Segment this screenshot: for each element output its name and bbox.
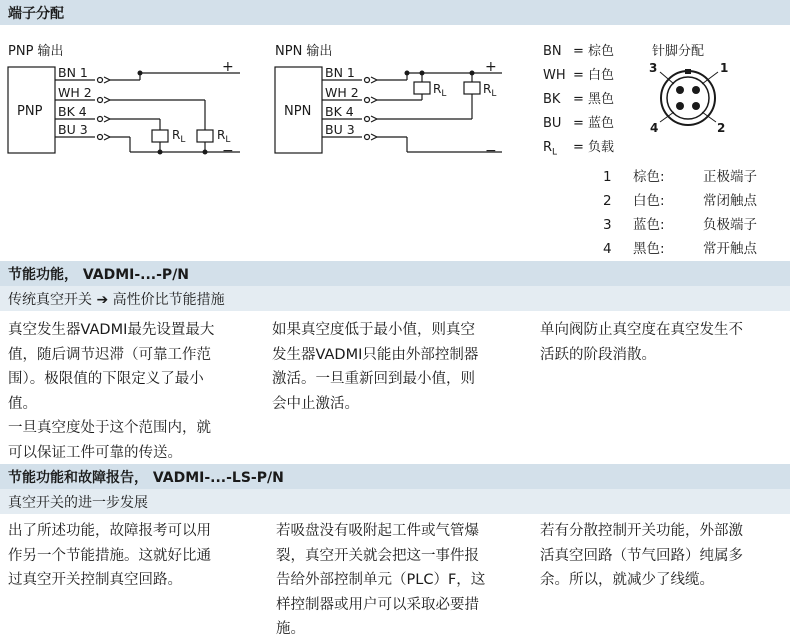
pin-label-1: 1 bbox=[720, 61, 729, 75]
pin-row: 3 蓝色: 负极端子 bbox=[603, 217, 757, 233]
pin-label-2: 2 bbox=[717, 121, 726, 135]
section-title: 端子分配 bbox=[8, 6, 64, 22]
legend-row: WH = 白色 bbox=[543, 68, 615, 83]
section-header-fault-report bbox=[0, 464, 790, 489]
section-subheader bbox=[0, 489, 790, 514]
npn-wire-1: BN 1 bbox=[325, 65, 355, 80]
text-column-1: 真空发生器VADMI最先设置最大 值，随后调节迟滞（可靠工作范 围）。极限值的下限定义了最小 值。 一旦真空度处于这个范围内，就 可以保证工件可靠的传送。 bbox=[8, 322, 215, 461]
pnp-rl-b: $R_L$ bbox=[217, 128, 231, 145]
pin-row: 1 棕色: 正极端子 bbox=[603, 169, 757, 185]
connector-pinout-diagram bbox=[640, 58, 750, 138]
text-column-2: 如果真空度低于最小值，则真空 发生器VADMI只能由外部控制器 激活。一旦重新回到最小值，则 会中止激活。 bbox=[272, 322, 479, 412]
npn-wire-4: BU 3 bbox=[325, 122, 355, 137]
section-header-energy-saving bbox=[0, 261, 790, 286]
pnp-box-label: PNP bbox=[17, 104, 43, 119]
section-subheader bbox=[0, 286, 790, 311]
npn-wiring-diagram bbox=[267, 55, 527, 165]
npn-wire-2: WH 2 bbox=[325, 85, 359, 100]
pnp-rl-a: $R_L$ bbox=[172, 128, 186, 145]
legend-row: BU = 蓝色 bbox=[543, 116, 615, 131]
npn-box-label: NPN bbox=[284, 104, 312, 119]
npn-rl-b: $R_L$ bbox=[483, 82, 497, 99]
npn-minus: − bbox=[485, 143, 497, 159]
pnp-minus: − bbox=[222, 143, 234, 159]
pin-label-4: 4 bbox=[650, 121, 659, 135]
text-column-2: 若吸盘没有吸附起工件或气管爆 裂，真空开关就会把这一事件报 告给外部控制单元（PLC）F，这 样控制器或用户可以采取必要措 施。 bbox=[276, 523, 486, 637]
legend-row: BN = 棕色 bbox=[543, 44, 615, 59]
pnp-wire-1: BN 1 bbox=[58, 65, 88, 80]
legend-row: $R_L$ = 负载 bbox=[543, 140, 615, 158]
npn-title: NPN 输出 bbox=[275, 44, 333, 59]
npn-rl-a: $R_L$ bbox=[433, 82, 447, 99]
pin-row: 4 黑色: 常开触点 bbox=[603, 241, 757, 257]
pinout-title: 针脚分配 bbox=[652, 44, 705, 59]
pin-row: 2 白色: 常闭触点 bbox=[603, 193, 757, 209]
pnp-wiring-diagram bbox=[0, 55, 260, 165]
section-header-terminal bbox=[0, 0, 790, 25]
section-subtitle: 真空开关的进一步发展 bbox=[8, 495, 148, 511]
text-column-3: 若有分散控制开关功能，外部激 活真空回路（节气回路）纯属多 余。所以，就减少了线缆。 bbox=[540, 523, 743, 588]
pnp-wire-3: BK 4 bbox=[58, 104, 87, 119]
legend-row: BK = 黑色 bbox=[543, 92, 615, 107]
npn-plus: + bbox=[485, 59, 497, 75]
section-title: 节能功能和故障报告， VADMI-...-LS-P/N bbox=[8, 470, 284, 486]
text-column-3: 单向阀防止真空度在真空发生不 活跃的阶段消散。 bbox=[540, 322, 743, 363]
section-title: 节能功能， VADMI-...-P/N bbox=[8, 267, 190, 283]
pnp-wire-4: BU 3 bbox=[58, 122, 88, 137]
npn-wire-3: BK 4 bbox=[325, 104, 354, 119]
pin-label-3: 3 bbox=[649, 61, 658, 75]
section-subtitle: 传统真空开关 ➔ 高性价比节能措施 bbox=[8, 292, 225, 308]
text-column-1: 出了所述功能，故障报考可以用 作另一个节能措施。这就好比通 过真空开关控制真空回路。 bbox=[8, 523, 211, 588]
pnp-wire-2: WH 2 bbox=[58, 85, 92, 100]
pnp-title: PNP 输出 bbox=[8, 44, 64, 59]
pnp-plus: + bbox=[222, 59, 234, 75]
